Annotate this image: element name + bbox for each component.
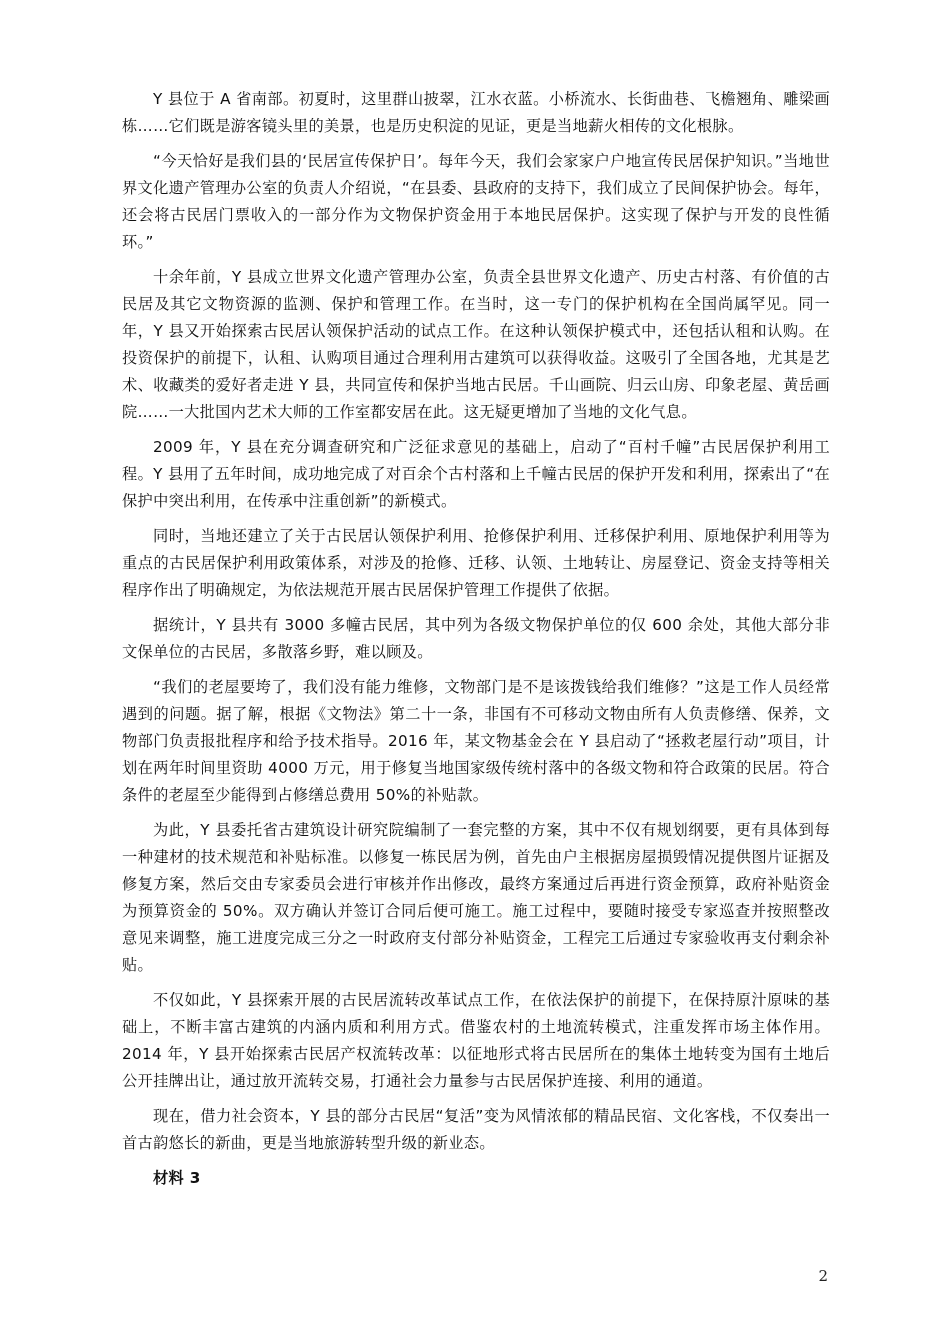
paragraph-9: 不仅如此，Y 县探索开展的古民居流转改革试点工作，在依法保护的前提下，在保持原汁原味的基础上，不断丰富古建筑的内涵内质和利用方式。借鉴农村的土地流转模式，注重发挥市场主体作用。2014 年，Y 县开始探索古民居产权流转改革：以征地形式将古民居所在的集体土地转变为国有土地后公开挂牌出让，通过放开流转交易，打通社会力量参与古民居保护连接、利用的通道。 <box>122 991 830 1090</box>
paragraph-10: 现在，借力社会资本，Y 县的部分古民居“复活”变为风情浓郁的精品民宿、文化客栈，不仅奏出一首古韵悠长的新曲，更是当地旅游转型升级的新业态。 <box>122 1107 830 1152</box>
paragraph-6: 据统计，Y 县共有 3000 多幢古民居，其中列为各级文物保护单位的仅 600 余处，其他大部分非文保单位的古民居，多散落乡野，难以顾及。 <box>122 616 830 661</box>
page-number: 2 <box>818 1267 828 1285</box>
paragraph-4: 2009 年，Y 县在充分调查研究和广泛征求意见的基础上，启动了“百村千幢”古民居保护利用工程。Y 县用了五年时间，成功地完成了对百余个古村落和上千幢古民居的保护开发和利用，探索出了“在保护中突出利用，在传承中注重创新”的新模式。 <box>122 438 830 510</box>
paragraph-2: “今天恰好是我们县的‘民居宣传保护日’。每年今天，我们会家家户户地宣传民居保护知识。”当地世界文化遗产管理办公室的负责人介绍说，“在县委、县政府的支持下，我们成立了民间保护协会。每年，还会将古民居门票收入的一部分作为文物保护资金用于本地民居保护。这实现了保护与开发的良性循环。” <box>122 152 830 251</box>
document-body <box>122 86 830 1192</box>
paragraph-8: 为此，Y 县委托省古建筑设计研究院编制了一套完整的方案，其中不仅有规划纲要，更有具体到每一种建材的技术规范和补贴标准。以修复一栋民居为例，首先由户主根据房屋损毁情况提供图片证据及修复方案，然后交由专家委员会进行审核并作出修改，最终方案通过后再进行资金预算，政府补贴资金为预算资金的 50%。双方确认并签订合同后便可施工。施工过程中，要随时接受专家巡查并按照整改意见来调整，施工进度完成三分之一时政府支付部分补贴资金，工程完工后通过专家验收再支付剩余补贴。 <box>122 821 830 974</box>
paragraph-7: “我们的老屋要垮了，我们没有能力维修，文物部门是不是该拨钱给我们维修？”这是工作人员经常遇到的问题。据了解，根据《文物法》第二十一条，非国有不可移动文物由所有人负责修缮、保养，文物部门负责报批程序和给予技术指导。2016 年，某文物基金会在 Y 县启动了“拯救老屋行动”项目，计划在两年时间里资助 4000 万元，用于修复当地国家级传统村落中的各级文物和符合政策的民居。符合条件的老屋至少能得到占修缮总费用 50%的补贴款。 <box>122 678 830 804</box>
section-heading: 材料 3 <box>153 1169 201 1187</box>
paragraph-3: 十余年前，Y 县成立世界文化遗产管理办公室，负责全县世界文化遗产、历史古村落、有价值的古民居及其它文物资源的监测、保护和管理工作。在当时，这一专门的保护机构在全国尚属罕见。同一年，Y 县又开始探索古民居认领保护活动的试点工作。在这种认领保护模式中，还包括认租和认购。在投资保护的前提下，认租、认购项目通过合理利用古建筑可以获得收益。这吸引了全国各地，尤其是艺术、收藏类的爱好者走进 Y 县，共同宣传和保护当地古民居。千山画院、归云山房、印象老屋、黄岳画院……一大批国内艺术大师的工作室都安居在此。这无疑更增加了当地的文化气息。 <box>122 268 830 421</box>
paragraph-5: 同时，当地还建立了关于古民居认领保护利用、抢修保护利用、迁移保护利用、原地保护利用等为重点的古民居保护利用政策体系，对涉及的抢修、迁移、认领、土地转让、房屋登记、资金支持等相关程序作出了明确规定，为依法规范开展古民居保护管理工作提供了依据。 <box>122 527 830 599</box>
paragraph-1: Y 县位于 A 省南部。初夏时，这里群山披翠，江水衣蓝。小桥流水、长街曲巷、飞檐翘角、雕梁画栋……它们既是游客镜头里的美景，也是历史积淀的见证，更是当地薪火相传的文化根脉。 <box>122 90 830 135</box>
